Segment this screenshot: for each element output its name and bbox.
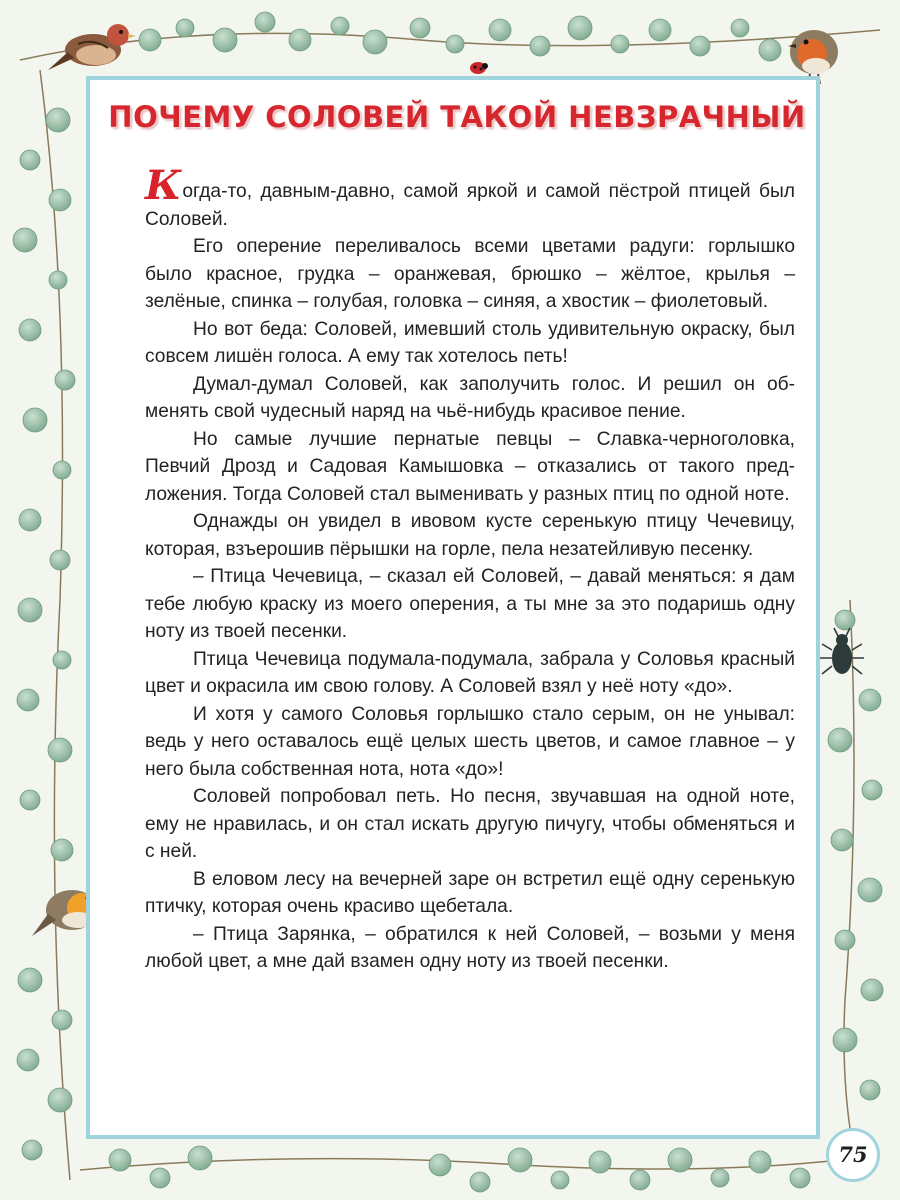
sparrow-icon: [48, 24, 136, 70]
text-frame: [86, 76, 820, 1139]
paragraph-7: – Птица Чечевица, – сказал ей Соловей, – давай меняться: я дам тебе любую краску из моего оперения, а ты мне за это подаришь одну ноту из твоей песенки.: [145, 566, 795, 642]
story-text: [145, 162, 795, 976]
paragraph-3: Но вот беда: Соловей, имевший столь удивительную окраску, был совсем лишён голоса. А ему так хотелось петь!: [145, 318, 795, 367]
paragraph-8: Птица Чечевица подумала-подумала, забрала у Соловья красный цвет и окрасила им свою голову. А Соловей взял у неё ноту «до».: [145, 648, 795, 697]
beetle-icon: [820, 628, 864, 674]
paragraph-1: Когда-то, давным-давно, самой яркой и самой пёстрой птицей был Соловей.: [145, 162, 795, 230]
page-title: ПОЧЕМУ СОЛОВЕЙ ТАКОЙ НЕВЗРАЧНЫЙ: [108, 100, 806, 134]
paragraph-2: Его оперение переливалось всеми цветами радуги: горлышко было красное, грудка – оранжевая, брюшко – жёлтое, крылья – зелёные, спинка – голубая, головка – синяя, а хвостик – фиолетовый.: [145, 236, 795, 312]
paragraph-9: И хотя у самого Соловья горлышко стало серым, он не унывал: ведь у него оставалось ещё целых шесть цветов, и самое главное – у него была собственная нота, нота «до»!: [145, 703, 795, 780]
paragraph-10: Соловей попробовал петь. Но песня, звучавшая на одной ноте, ему не нравилась, и он стал искать другую пичугу, чтобы обменяться и с ней.: [145, 786, 795, 862]
dropcap-letter: К: [145, 162, 182, 209]
paragraph-4: Думал-думал Соловей, как заполучить голос. И решил он обменять свой чудесный наряд на чьё-нибудь красивое пение.: [145, 373, 795, 422]
ladybug-icon: [470, 62, 488, 74]
paragraph-11: В еловом лесу на вечерней заре он встретил ещё одну серенькую птичку, которая очень красиво щебетала.: [145, 868, 795, 917]
page-number: 75: [826, 1128, 880, 1182]
paragraph-12: – Птица Зарянка, – обратился к ней Соловей, – возьми у меня любой цвет, а мне дай взамен одну ноту из твоей песенки.: [145, 923, 795, 972]
paragraph-6: Однажды он увидел в ивовом кусте серенькую птицу Чечевицу, которая, взъерошив пёрышки на горле, пела незатейливую песенку.: [145, 511, 795, 560]
paragraph-5: Но самые лучшие пернатые певцы – Славка-черноголовка, Певчий Дрозд и Садовая Камышовка – отказались от такого предложения. Тогда Соловей стал выменивать у разных птиц по одной ноте.: [145, 428, 795, 505]
